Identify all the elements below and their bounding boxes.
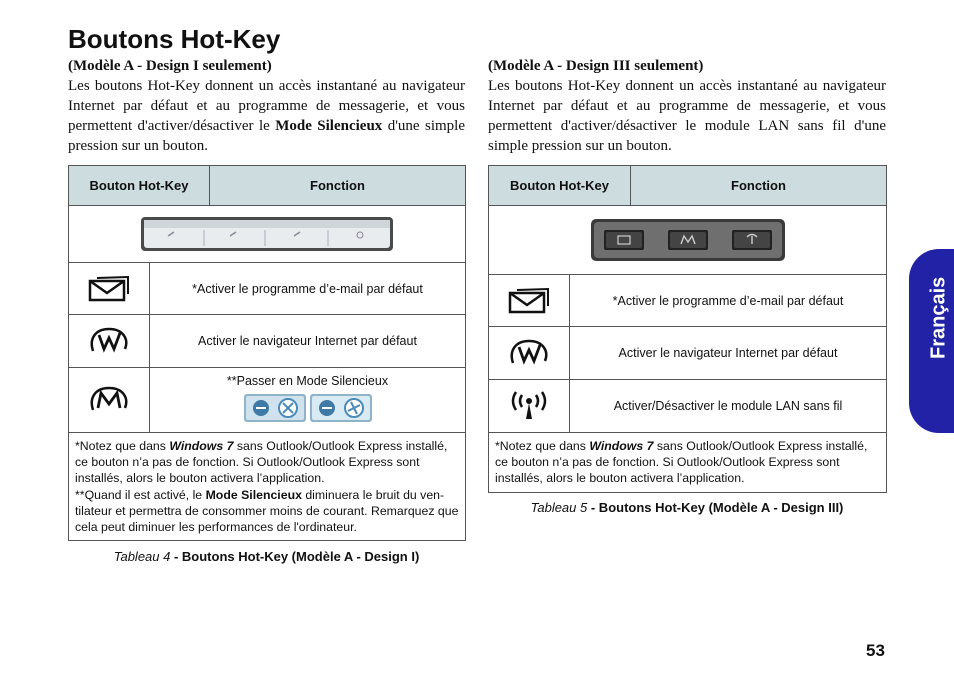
row-function-text: Activer/Désactiver le module LAN sans fil xyxy=(613,399,843,413)
right-paragraph: Les boutons Hot-Key donnent un accès instantané au navigateur Internet par défaut et au programme de messagerie, et vous permettent d'activer/désactiver le module LAN sans fil d'une simple pression sur un bouton. xyxy=(488,78,886,154)
page-number: 53 xyxy=(866,641,885,660)
right-subtitle: (Modèle A - Design III seulement) xyxy=(488,58,704,74)
note-emphasis: Windows 7 xyxy=(169,439,234,453)
table-header xyxy=(489,166,886,205)
row-function-text: **Passer en Mode Silencieux xyxy=(226,374,389,388)
table-row xyxy=(489,379,886,432)
header-col-button: Bouton Hot-Key xyxy=(489,166,631,205)
left-subtitle: (Modèle A - Design I seulement) xyxy=(68,58,272,74)
caption-label: Tableau 4 xyxy=(113,549,171,564)
left-paragraph-part2: d'une simple pression sur un bouton. xyxy=(68,118,465,154)
silent-mode-on-button-icon xyxy=(310,394,372,422)
table-row-keyboard-image xyxy=(69,205,465,262)
email-key-icon xyxy=(69,263,150,314)
table-row xyxy=(489,274,886,326)
row-function-text: *Activer le programme d’e-mail par défaut xyxy=(612,293,844,308)
caption-text: - Boutons Hot-Key (Modèle A - Design III) xyxy=(587,500,844,515)
left-paragraph-bold: Mode Silencieux xyxy=(275,118,383,134)
table-row xyxy=(69,262,465,314)
hotkey-strip-image xyxy=(140,216,394,252)
left-paragraph-part1: Les boutons Hot-Key donnent un accès instantané au navigateur Internet par défaut et au programme de messagerie, et vous permettent d'activer/désactiver le xyxy=(68,78,465,134)
hotkey-table-design-3 xyxy=(488,165,887,493)
table-row xyxy=(69,367,465,432)
note-emphasis: Mode Silencieux xyxy=(205,487,302,502)
table-notes xyxy=(489,433,886,492)
note-text: *Notez que dans xyxy=(75,439,170,453)
table-header xyxy=(69,166,465,205)
table-row xyxy=(489,326,886,379)
header-col-button: Bouton Hot-Key xyxy=(69,166,210,205)
left-table-caption xyxy=(68,549,465,564)
row-function-cell xyxy=(150,368,465,432)
row-function-text: *Activer le programme d’e-mail par défaut xyxy=(192,281,423,296)
note-1 xyxy=(495,438,880,487)
header-col-function: Fonction xyxy=(310,178,365,193)
note-text: sans Outlook/Outlook Express installé, ce bouton n’a pas de fonction. Si Outlook/Outlook Express sont installés, alors le bouton activera l’application. xyxy=(495,439,868,486)
language-tab-label: Français xyxy=(927,276,950,359)
table-row-keyboard-image xyxy=(489,205,886,274)
note-text: *Notez que dans xyxy=(495,439,590,453)
note-emphasis: Windows 7 xyxy=(589,439,654,453)
page-title: Boutons Hot-Key xyxy=(68,24,281,54)
right-intro xyxy=(488,56,886,156)
note-text: **Quand il est activé, le xyxy=(75,487,206,502)
web-key-icon xyxy=(489,327,570,379)
left-intro xyxy=(68,56,465,156)
table-notes-row xyxy=(69,432,465,540)
note-text: diminuera le bruit du ventilateur et permettra de consommer moins de courant. Remarquez que cela peut diminuer les performances de l'ordinateur. xyxy=(75,487,459,535)
caption-text: - Boutons Hot-Key (Modèle A - Design I) xyxy=(170,549,420,564)
table-notes xyxy=(69,433,465,540)
note-1 xyxy=(75,438,459,487)
row-function-text: Activer le navigateur Internet par défaut xyxy=(198,334,417,348)
silent-mode-button-images xyxy=(244,394,372,422)
silent-mode-off-button-icon xyxy=(244,394,306,422)
wireless-lan-key-icon xyxy=(489,380,570,432)
note-text: sans Outlook/Outlook Express installé, ce bouton n’a pas de fonction. Si Outlook/Outlook Express sont installés, alors le bouton activera l’application. xyxy=(75,439,448,486)
table-notes-row xyxy=(489,432,886,492)
header-col-function: Fonction xyxy=(731,178,786,193)
note-2 xyxy=(75,487,459,536)
hotkey-table-design-1 xyxy=(68,165,466,541)
language-side-tab xyxy=(909,249,954,433)
hotkey-buttons-image xyxy=(590,218,786,262)
email-key-icon xyxy=(489,275,570,326)
table-row xyxy=(69,314,465,367)
silent-mode-key-icon xyxy=(69,368,150,432)
caption-label: Tableau 5 xyxy=(530,500,588,515)
right-table-caption xyxy=(488,500,886,515)
web-key-icon xyxy=(69,315,150,367)
row-function-text: Activer le navigateur Internet par défaut xyxy=(618,346,838,360)
